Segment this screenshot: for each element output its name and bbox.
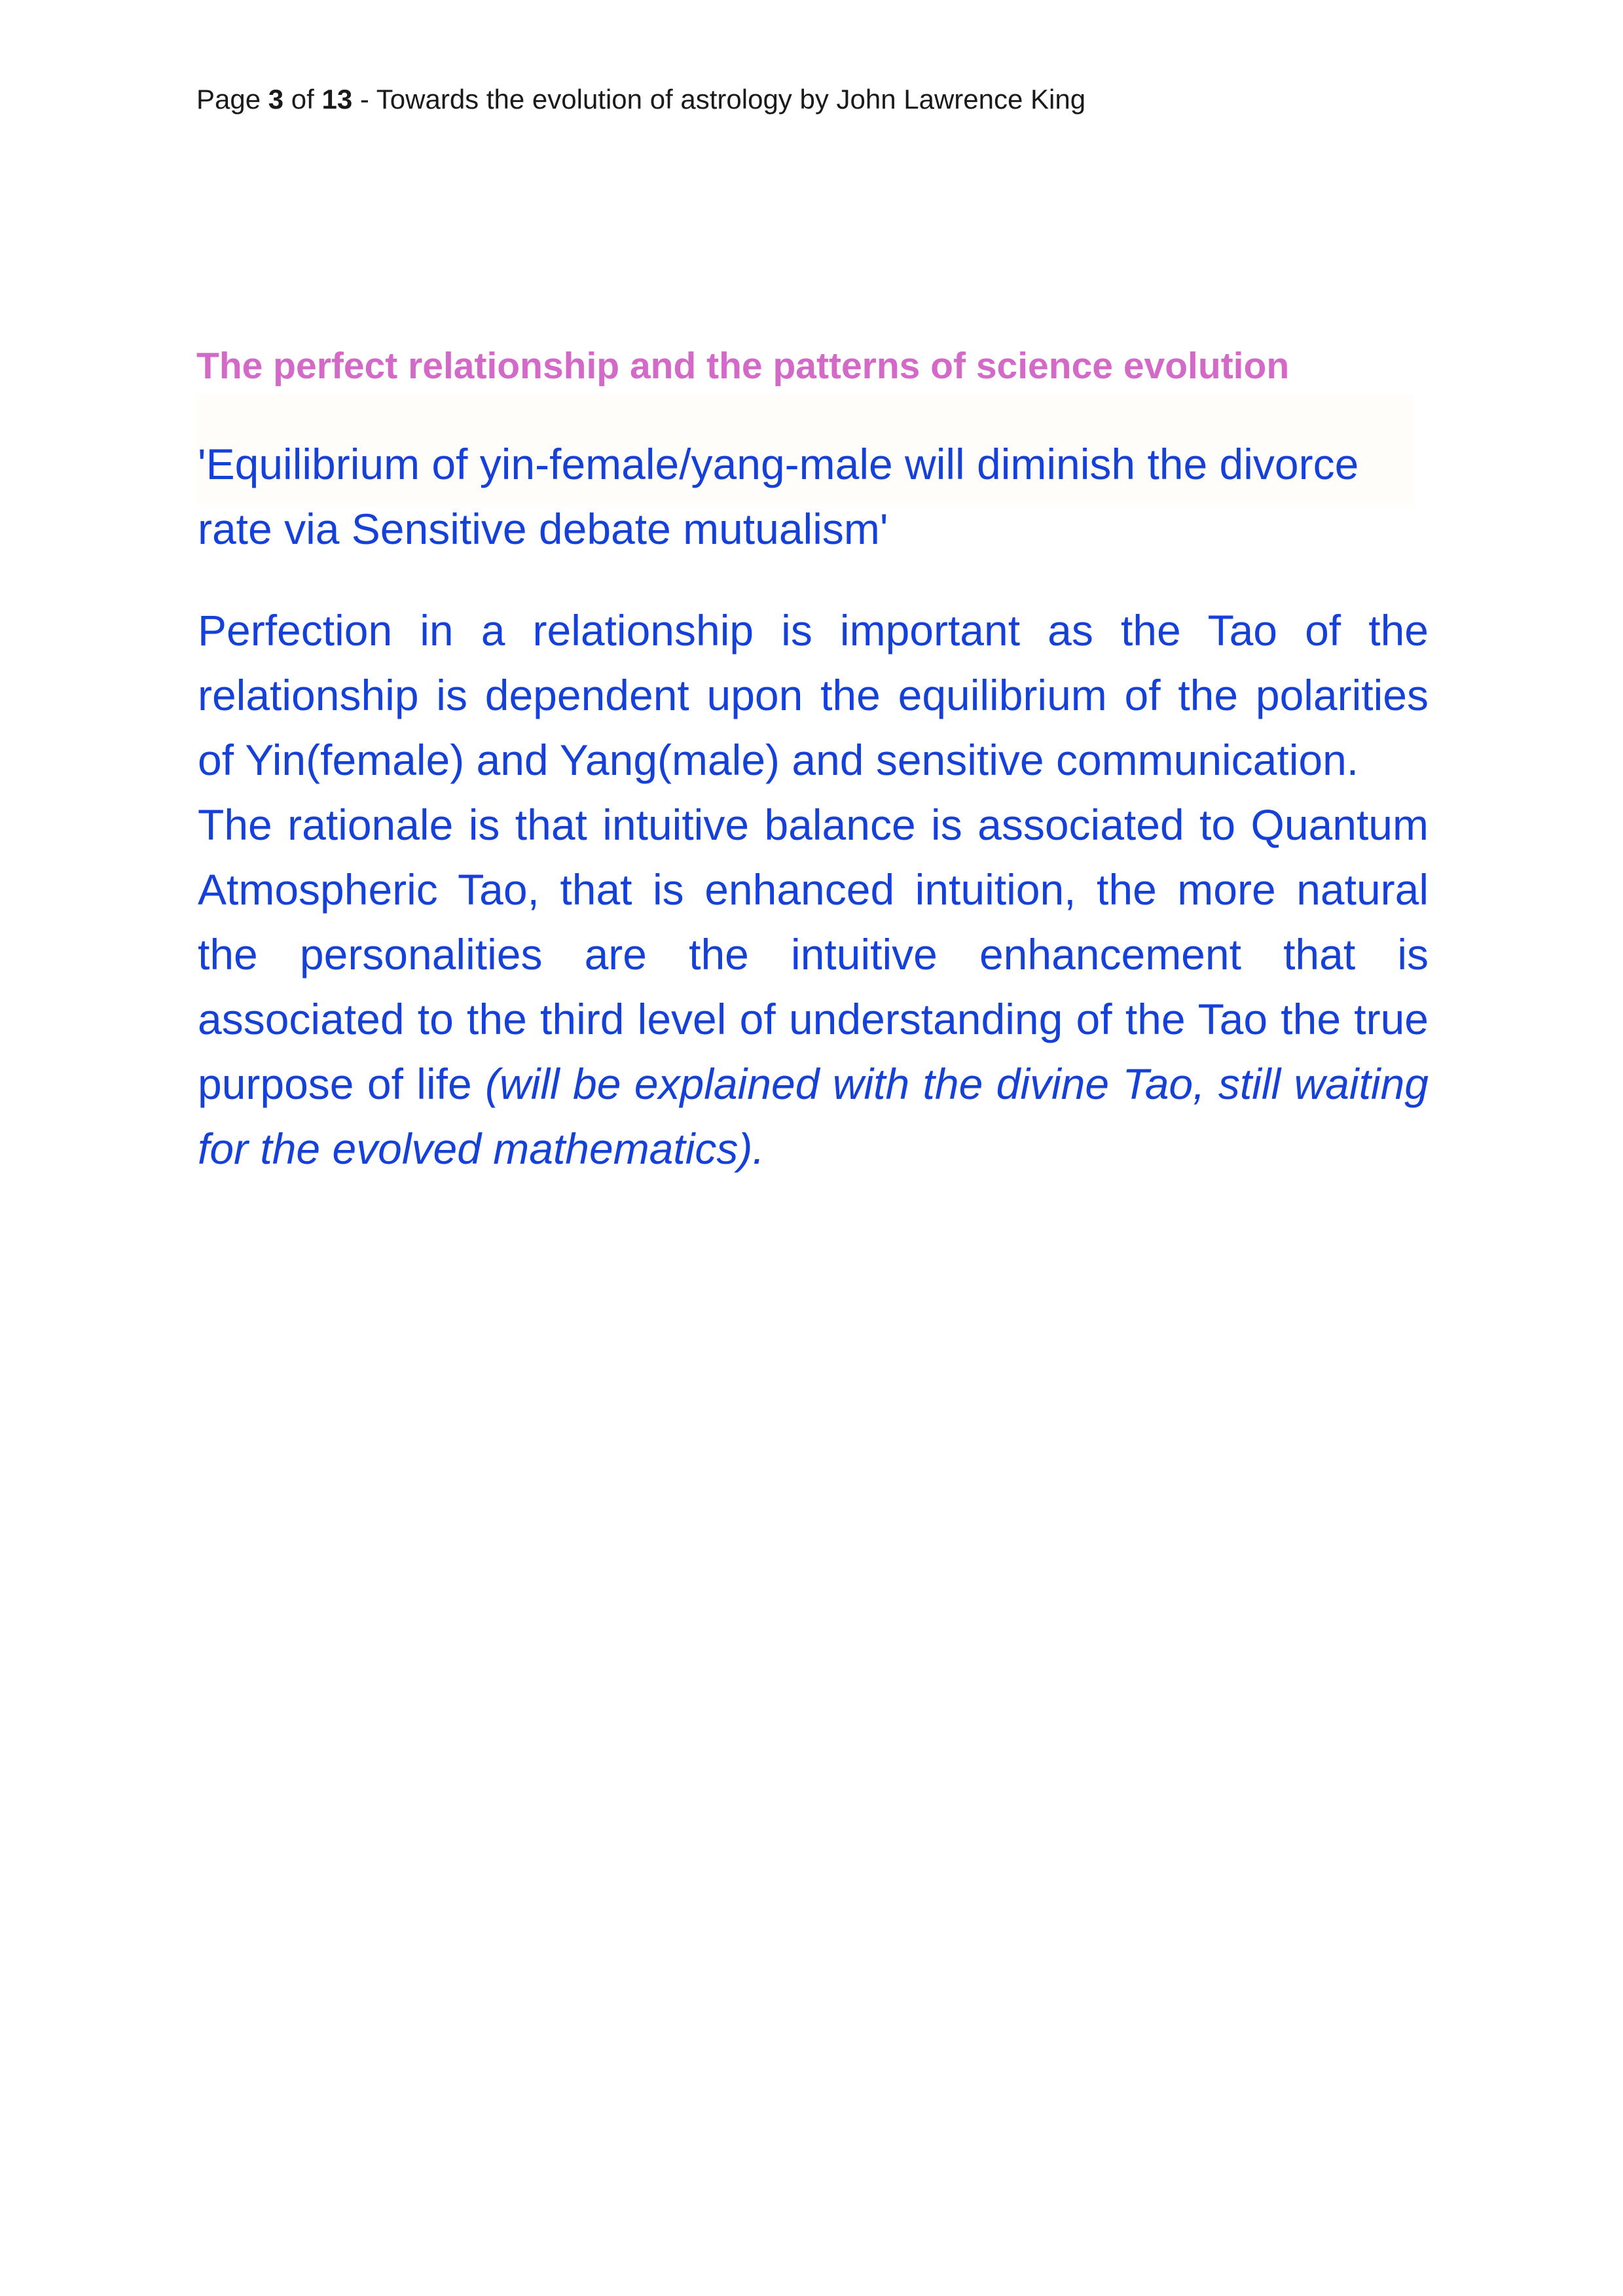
body-paragraph-2-italic-note: (will be explained with the divine Tao, still waiting for the evolved mathematics). bbox=[198, 1060, 1429, 1173]
total-page-count: 13 bbox=[321, 84, 353, 115]
body-paragraph-1: Perfection in a relationship is important as the Tao of the relationship is dependent upon the equilibrium of the polarities of Yin(female) and Yang(male) and sensitive communication. bbox=[198, 606, 1429, 784]
section-title: The perfect relationship and the patterns of science evolution bbox=[196, 345, 1290, 387]
body-text bbox=[198, 598, 1429, 1181]
current-page-number: 3 bbox=[268, 84, 284, 115]
page-header bbox=[196, 84, 1085, 115]
body-paragraph-2 bbox=[198, 793, 1429, 1181]
body-paragraph-2-text: The rationale is that intuitive balance is associated to Quantum Atmospheric Tao, that is enhanced intuition, the more natural the personalities are the intuitive enhancement that is associated to the third level of understanding of the Tao the true purpose of life bbox=[198, 800, 1429, 1108]
quote-text: 'Equilibrium of yin-female/yang-male will diminish the divorce rate via Sensitive debate mutualism' bbox=[198, 440, 1359, 553]
header-document-title: - Towards the evolution of astrology by John Lawrence King bbox=[352, 84, 1086, 115]
header-prefix: Page bbox=[196, 84, 268, 115]
header-of: of bbox=[283, 84, 322, 115]
